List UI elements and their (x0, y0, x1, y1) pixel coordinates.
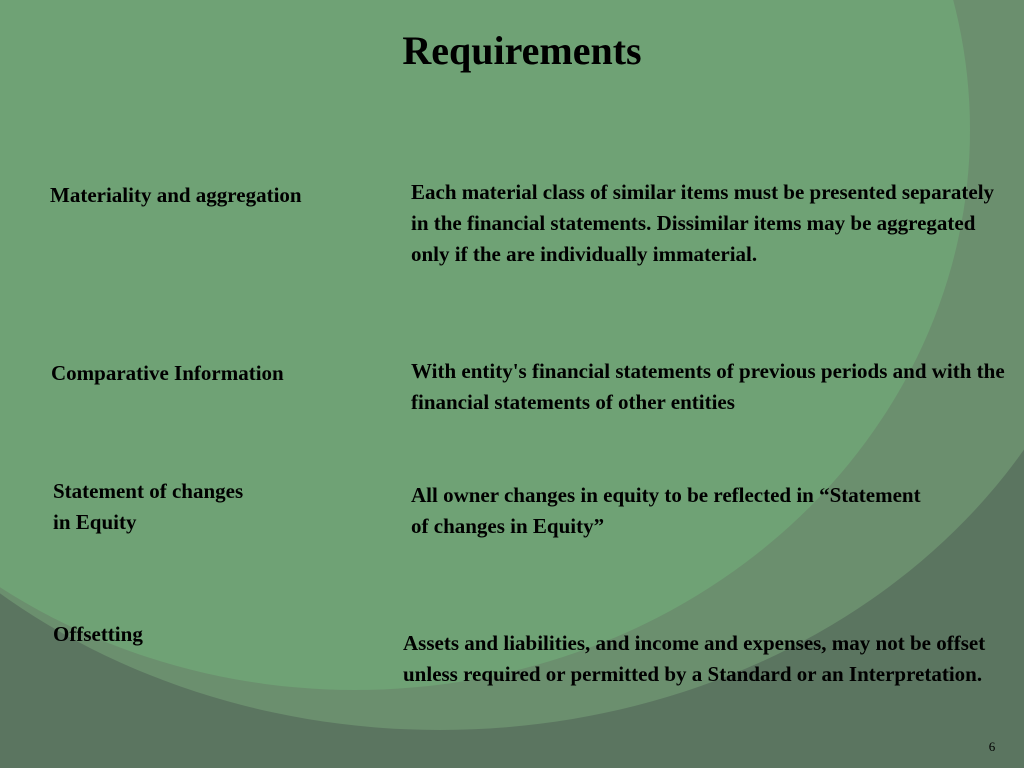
row-description-statement-of-changes: All owner changes in equity to be reflected in “Statement of changes in Equity” (411, 483, 921, 538)
row-description-materiality: Each material class of similar items must be presented separately in the financial statements. Dissimilar items may be aggregated only if the are individually immaterial. (411, 180, 995, 266)
row-label-offsetting: Offsetting (53, 622, 143, 646)
slide-title: Requirements (402, 28, 642, 73)
row-label-statement-of-changes: Statement of changes in Equity (53, 479, 244, 534)
row-description-offsetting: Assets and liabilities, and income and expenses, may not be offset unless required or permitted by a Standard or an Interpretation. (403, 631, 986, 686)
page-number: 6 (988, 739, 996, 754)
row-label-materiality: Materiality and aggregation (50, 183, 302, 207)
row-description-comparative: With entity's financial statements of previous periods and with the financial statements of other entities (411, 359, 1005, 414)
row-label-comparative: Comparative Information (51, 361, 284, 385)
